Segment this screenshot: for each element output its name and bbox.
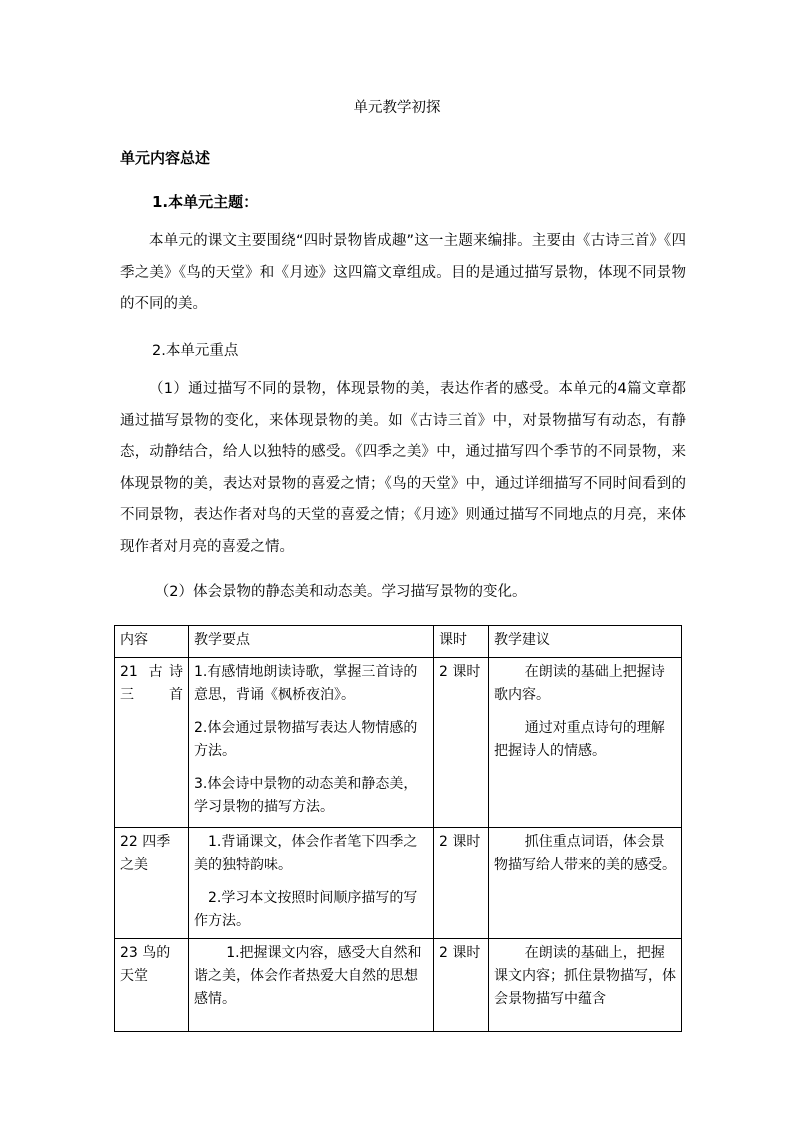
focus-point-1: （1）通过描写不同的景物，体现景物的美，表达作者的感受。本单元的4篇文章都通过描写景物的变化，来体现景物的美。如《古诗三首》中，对景物描写有动态，有静态，动静结合，给人以独特的感受。《四季之美》中，通过描写四个季节的不同景物，来体现景物的美，表达对景物的喜爱之情；《鸟的天堂》中，通过详细描写不同时间看到的不同景物，表达作者对鸟的天堂的喜爱之情；《月迹》则通过描写不同地点的月亮，来体现作者对月亮的喜爱之情。 xyxy=(120,381,686,555)
theme-heading: 1.本单元主题： xyxy=(152,193,259,211)
cell-points xyxy=(189,828,434,939)
cell-suggestions xyxy=(489,828,682,939)
table-row xyxy=(115,828,682,939)
teaching-point: 1.有感情地朗读诗歌，掌握三首诗的意思，背诵《枫桥夜泊》。 xyxy=(194,664,418,703)
teaching-suggestion: 在朗读的基础上把握诗歌内容。 xyxy=(494,664,665,703)
teaching-suggestion: 抓住重点词语，体会景物描写给人带来的美的感受。 xyxy=(494,834,676,873)
theme-paragraph: 本单元的课文主要围绕“四时景物皆成趣”这一主题来编排。主要由《古诗三首》《四季之美》《鸟的天堂》和《月迹》这四篇文章组成。目的是通过描写景物，体现不同景物的不同的美。 xyxy=(120,233,686,312)
section-heading: 单元内容总述 xyxy=(120,149,211,167)
cell-suggestions xyxy=(489,658,682,828)
table-row xyxy=(115,658,682,828)
focus-heading: 2.本单元重点 xyxy=(152,343,239,359)
teaching-point: 3.体会诗中景物的动态美和静态美，学习景物的描写方法。 xyxy=(194,776,418,815)
cell-suggestions xyxy=(489,939,682,1032)
cell-hours: 2 课时 xyxy=(434,828,489,939)
cell-content xyxy=(115,658,189,828)
table-header-row xyxy=(115,626,682,658)
header-cell-suggestions: 教学建议 xyxy=(489,626,682,658)
teaching-point: 1.背诵课文，体会作者笔下四季之美的独特韵味。 xyxy=(194,834,418,873)
table-row xyxy=(115,939,682,1032)
header-cell-hours: 课时 xyxy=(434,626,489,658)
cell-points xyxy=(189,939,434,1032)
cell-content: 23 鸟的天堂 xyxy=(115,939,189,1032)
lesson-title: 21 古诗三首 xyxy=(120,664,183,703)
lesson-plan-table xyxy=(114,625,682,1032)
focus-point-2: （2）体会景物的静态美和动态美。学习描写景物的变化。 xyxy=(154,584,527,600)
cell-hours: 2 课时 xyxy=(434,939,489,1032)
header-cell-points: 教学要点 xyxy=(189,626,434,658)
teaching-suggestion: 在朗读的基础上，把握课文内容；抓住景物描写，体会景物描写中蕴含 xyxy=(494,945,676,1007)
cell-points xyxy=(189,658,434,828)
document-title: 单元教学初探 xyxy=(353,100,441,116)
cell-hours: 2 课时 xyxy=(434,658,489,828)
cell-content: 22 四季之美 xyxy=(115,828,189,939)
teaching-point: 2.学习本文按照时间顺序描写的写作方法。 xyxy=(194,890,418,929)
teaching-suggestion: 通过对重点诗句的理解把握诗人的情感。 xyxy=(494,720,665,759)
teaching-point: 1.把握课文内容，感受大自然和谐之美，体会作者热爱大自然的思想感情。 xyxy=(194,945,422,1007)
teaching-point: 2.体会通过景物描写表达人物情感的方法。 xyxy=(194,720,418,759)
header-cell-content: 内容 xyxy=(115,626,189,658)
